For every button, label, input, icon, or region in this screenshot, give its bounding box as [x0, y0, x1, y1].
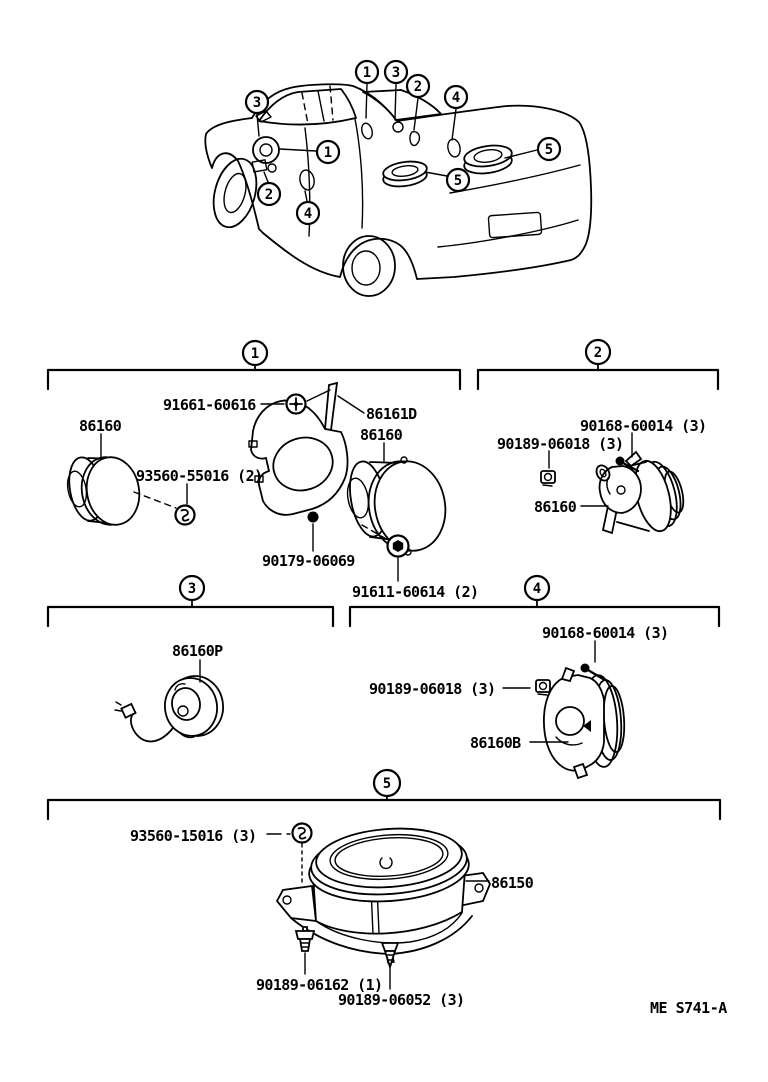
callout-number: 4 — [303, 206, 313, 222]
section-3 — [48, 576, 333, 741]
pillar-dash-line — [302, 93, 308, 124]
part-label-91661-60616: 91661-60616 — [163, 396, 256, 414]
rear-deck-speaker-right — [463, 143, 513, 176]
callout-number: 2 — [413, 79, 423, 95]
pigtail-speaker-drawing — [115, 673, 227, 742]
callout-number: 1 — [323, 145, 333, 161]
section-bracket — [48, 370, 460, 389]
section-1 — [48, 341, 478, 601]
part-label-90189-06162: 90189-06162 (1) — [256, 976, 383, 994]
callout-number: 4 — [451, 90, 461, 106]
license-plate — [488, 212, 541, 238]
rear-deck-speaker-left — [382, 159, 428, 189]
hex-bolt-icon — [388, 536, 409, 557]
door-speaker-drawing-left — [65, 453, 145, 529]
callout-number: 5 — [453, 173, 463, 189]
leader-line — [307, 390, 330, 401]
door-grommet-icon — [268, 164, 276, 172]
car-callout-3-top — [385, 61, 407, 83]
section-number: 4 — [532, 581, 542, 597]
section-5 — [48, 770, 720, 1009]
callout-number: 3 — [391, 65, 401, 81]
section-bracket — [48, 607, 333, 626]
callout-number: 2 — [264, 187, 274, 203]
part-label-86150: 86150 — [491, 874, 534, 892]
car-callout-2-inner — [258, 183, 280, 205]
door-shut-line-rear — [355, 119, 363, 228]
car-callout-4-inner — [297, 202, 319, 224]
part-label-90189-06018: 90189-06018 (3) — [497, 435, 624, 453]
rear-window — [363, 90, 441, 120]
rear-wheel-hub — [352, 251, 380, 285]
leader-line — [338, 396, 364, 413]
tapping-screw-icon — [382, 943, 398, 967]
horn-speaker-drawing — [544, 668, 626, 778]
leader-line — [305, 191, 307, 201]
rear-door-speaker-icon — [298, 169, 316, 191]
part-label-90179-06069: 90179-06069 — [262, 552, 355, 570]
car-callout-3-front — [246, 91, 268, 113]
leader-line — [280, 149, 316, 151]
wire-connector — [121, 704, 135, 718]
section-number: 5 — [382, 776, 392, 792]
section-number: 1 — [250, 346, 260, 362]
clip-icon — [296, 927, 314, 951]
car-callout-4-top — [445, 86, 467, 108]
car-callout-1-top — [356, 61, 378, 83]
car-callout-1-inner — [317, 141, 339, 163]
shelf-speaker-icon — [446, 138, 461, 158]
rear-wheel — [343, 236, 395, 296]
leader-line — [366, 84, 367, 118]
section-bracket — [48, 800, 720, 819]
section-4 — [350, 576, 719, 778]
panel-screw-icon — [308, 512, 319, 523]
pillar-tweeter-icon — [360, 122, 374, 140]
tweeter-speaker-drawing — [594, 452, 687, 535]
car-callout-5-right — [538, 138, 560, 160]
s-screw-icon — [293, 824, 312, 843]
leader-line — [425, 172, 447, 176]
phillips-screw-icon — [287, 395, 306, 414]
car-callout-5-inner — [447, 169, 469, 191]
leader-line — [395, 84, 396, 120]
front-door-speaker-cone — [260, 144, 272, 156]
b-pillar — [318, 91, 324, 121]
part-label-93560-15016: 93560-15016 (3) — [130, 827, 257, 845]
leader-line-dashed — [134, 492, 176, 508]
part-label-86160B: 86160B — [470, 734, 521, 752]
front-wheel — [207, 154, 264, 232]
car-body-outline — [205, 84, 591, 279]
section-bracket — [478, 370, 718, 389]
part-label-93560-55016: 93560-55016 (2) — [136, 467, 263, 485]
part-label-90189-06052: 90189-06052 (3) — [338, 991, 465, 1009]
car-illustration — [205, 61, 591, 296]
front-door-speaker-icon — [253, 137, 279, 163]
shelf-hole-icon — [393, 122, 403, 132]
nut-icon — [541, 471, 555, 486]
callout-number: 3 — [252, 95, 262, 111]
section-number: 3 — [187, 581, 197, 597]
part-label-90168-60014: 90168-60014 (3) — [542, 624, 669, 642]
shelf-clip-icon — [410, 132, 420, 146]
leader-line — [257, 114, 259, 136]
callout-number: 5 — [544, 142, 554, 158]
figure-code: ME S741-A — [650, 999, 727, 1017]
part-label-86160-right: 86160 — [360, 426, 403, 444]
part-label-90189-06018: 90189-06018 (3) — [369, 680, 496, 698]
roof-dash-line — [330, 86, 333, 120]
car-callout-2-top — [407, 75, 429, 97]
part-label-91611-60614: 91611-60614 (2) — [352, 583, 479, 601]
part-label-86160P: 86160P — [172, 642, 223, 660]
part-label-86160: 86160 — [534, 498, 577, 516]
leader-line — [414, 98, 418, 130]
s-screw-icon — [176, 506, 195, 525]
part-label-90168-60014: 90168-60014 (3) — [580, 417, 707, 435]
section-number: 2 — [593, 345, 603, 361]
leader-line — [264, 172, 268, 182]
callout-number: 1 — [362, 65, 372, 81]
part-label-86160-left: 86160 — [79, 417, 122, 435]
nut-icon — [536, 680, 550, 695]
section-2 — [478, 340, 718, 535]
bumper-line — [438, 220, 578, 247]
part-label-86161D: 86161D — [366, 405, 417, 423]
